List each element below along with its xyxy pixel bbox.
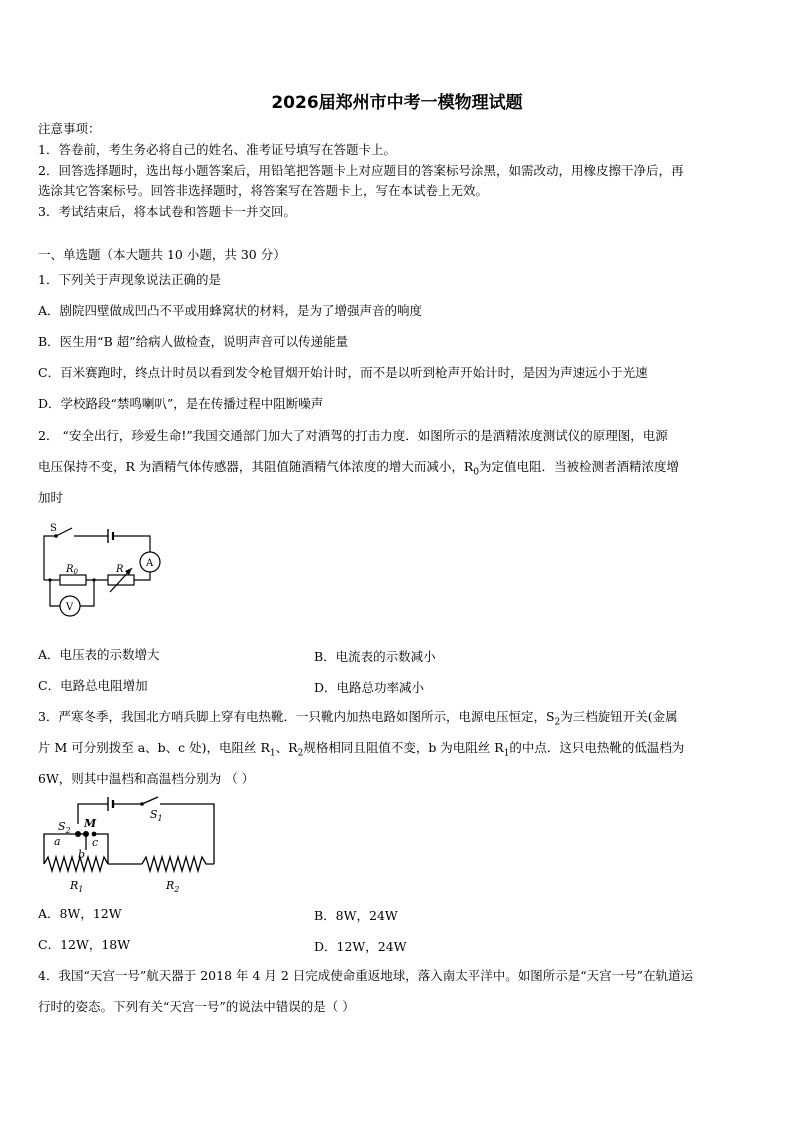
q2-fig-label-s: S [50, 523, 57, 534]
q2-fig-label-ammeter: A [146, 558, 154, 569]
q3-fig-label-b: b [78, 848, 86, 861]
note-item-2: 2．回答选择题时，选出每小题答案后，用铅笔把答题卡上对应题目的答案标号涂黑，如需改动，用橡皮擦干净后，再 [38, 163, 684, 178]
q4-stem-line2: 行时的姿态。下列有关“天宫一号”的说法中错误的是（ ） [38, 999, 355, 1014]
exam-title: 2026届郑州市中考一模物理试题 [271, 93, 523, 113]
q3-fig-label-c: c [92, 836, 99, 849]
q2-option-a: A．电压表的示数增大 [38, 647, 160, 662]
q3-option-a: A．8W，12W [38, 906, 122, 921]
q3-stem-line1: 3．严寒冬季，我国北方哨兵脚上穿有电热靴．一只靴内加热电路如图所示，电源电压恒定，$S_2$为三档旋钮开关(金属 [38, 709, 678, 728]
q3-option-b: B．8W，24W [314, 908, 398, 923]
q3-fig-label-s1: $S_1$ [150, 808, 163, 823]
note-item-3: 3．考试结束后，将本试卷和答题卡一并交回。 [38, 204, 296, 219]
note-item-1: 1．答卷前，考生务必将自己的姓名、准考证号填写在答题卡上。 [38, 142, 396, 157]
q2-option-c: C．电路总电阻增加 [38, 678, 148, 693]
q3-fig-label-s2: $S_2$ [58, 820, 71, 835]
q1-option-d: D．学校路段“禁鸣喇叭”，是在传播过程中阻断噪声 [38, 396, 324, 411]
q2-fig-label-voltmeter: V [66, 602, 74, 613]
q2-stem-line1: 2． “安全出行，珍爱生命!”我国交通部门加大了对酒驾的打击力度．如图所示的是酒精浓度测试仪的原理图，电源 [38, 428, 668, 443]
q1-option-b: B．医生用“B 超”给病人做检查，说明声音可以传递能量 [38, 334, 349, 349]
q4-stem-line1: 4．我国“天宫一号”航天器于 2018 年 4 月 2 日完成使命重返地球，落入南太平洋中。如图所示是“天宫一号”在轨道运 [38, 968, 694, 983]
q3-option-c: C．12W，18W [38, 937, 131, 952]
notes-heading: 注意事项： [38, 121, 101, 136]
q2-stem-line3: 加时 [38, 490, 64, 505]
q1-stem: 1．下列关于声现象说法正确的是 [38, 272, 221, 287]
q3-stem-line3: 6W，则其中温档和高温档分别为 （ ） [38, 771, 255, 786]
q3-fig-label-a: a [54, 835, 61, 848]
q3-option-d: D．12W，24W [314, 939, 407, 954]
q3-fig-label-r2: $R_2$ [166, 879, 180, 894]
q2-option-b: B．电流表的示数减小 [314, 649, 436, 664]
note-item-2-cont: 选涂其它答案标号。回答非选择题时，将答案写在答题卡上，写在本试卷上无效。 [38, 183, 489, 198]
q2-stem-line2: 电压保持不变，R 为酒精气体传感器，其阻值随酒精气体浓度的增大而减小，$R_0$为定值电阻．当被检测者酒精浓度增 [38, 459, 680, 478]
q3-stem-line2: 片 M 可分别拨至 a、b、c 处)，电阻丝 $R_1$、$R_2$规格相同且阻值不变，b 为电阻丝 $R_1$的中点．这只电热靴的低温档为 [38, 740, 685, 759]
q3-fig-label-r1: $R_1$ [70, 879, 84, 894]
q3-circuit-diagram [38, 794, 220, 894]
q2-option-d: D．电路总功率减小 [314, 680, 425, 695]
q2-fig-label-r0: $R_0$ [66, 564, 78, 576]
q1-option-c: C．百米赛跑时，终点计时员以看到发令枪冒烟开始计时，而不是以听到枪声开始计时，是因为声速远小于光速 [38, 365, 648, 380]
q1-option-a: A．剧院四壁做成凹凸不平或用蜂窝状的材料，是为了增强声音的响度 [38, 303, 423, 318]
section-heading: 一、单选题（本大题共 10 小题，共 30 分） [38, 247, 286, 262]
q2-circuit-diagram [36, 518, 168, 622]
q3-fig-label-m: M [84, 817, 97, 830]
q2-fig-label-r: R [116, 564, 124, 575]
